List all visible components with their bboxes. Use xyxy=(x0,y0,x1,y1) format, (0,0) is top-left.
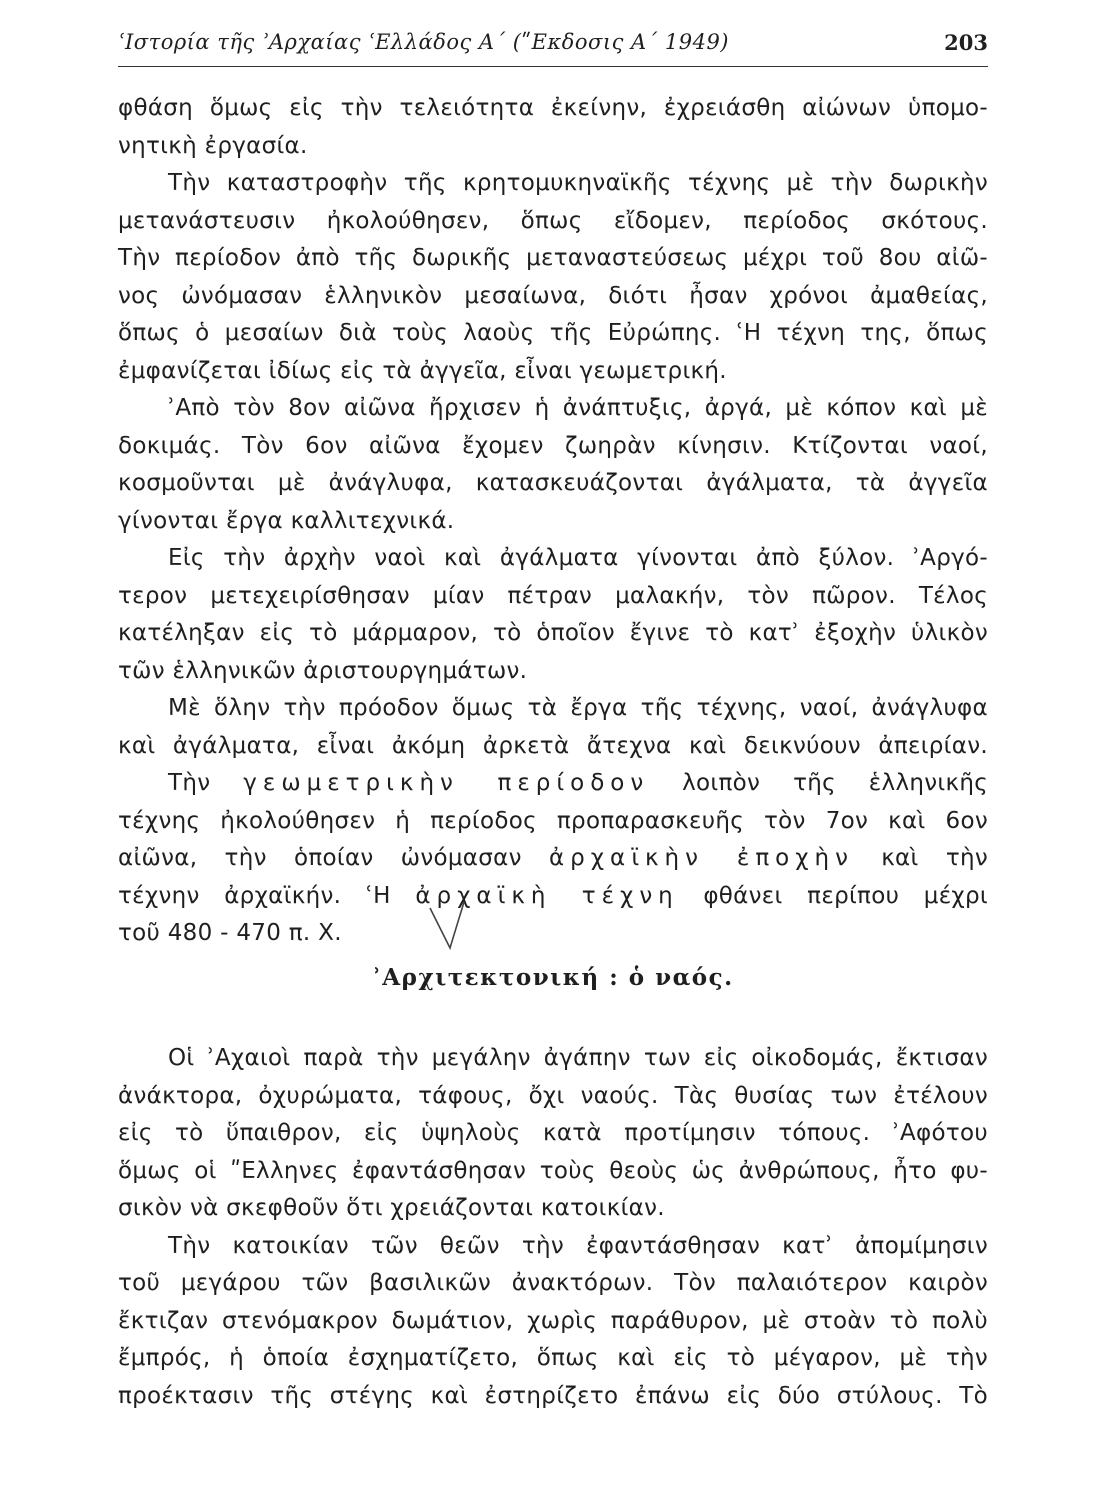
text-line: ἔκτιζαν στενόμακρον δωμάτιον, χωρὶς παράθυρον, μὲ στοὰν τὸ πολὺ xyxy=(118,1307,988,1334)
text-line: γίνονται ἔργα καλλιτεχνικά. xyxy=(118,507,455,534)
text-line: τῶν ἑλληνικῶν ἀριστουργημάτων. xyxy=(118,657,528,684)
text-line: νητικὴ ἐργασία. xyxy=(118,132,308,159)
text-line: ἔμπρός, ἡ ὁποία ἐσχηματίζετο, ὅπως καὶ εἰς τὸ μέγαρον, μὲ τὴν xyxy=(118,1345,988,1371)
text-span: Τὴν xyxy=(168,770,244,796)
text-line: δοκιμάς. Τὸν 6ον αἰῶνα ἔχομεν ζωηρὰν κίνησιν. Κτίζονται ναοί, xyxy=(118,432,988,459)
body-section-2 xyxy=(118,1040,988,1415)
spaced-term: ἀρχαϊκὴ τέχνη xyxy=(415,882,679,909)
spaced-term: γεωμετρικὴν περίοδον xyxy=(243,770,650,796)
text-line: Οἱ ʾΑχαιοὶ παρὰ τὴν μεγάλην ἀγάπην των εἰς οἰκοδομάς, ἔκτισαν xyxy=(168,1045,988,1071)
text-span: αἰῶνα, τὴν ὁποίαν ὠνόμασαν xyxy=(118,845,549,871)
text-line: τοῦ 480 - 470 π. Χ. xyxy=(118,920,342,946)
text-line: Τὴν κατοικίαν τῶν θεῶν τὴν ἐφαντάσθησαν κατʾ ἀπομίμησιν xyxy=(168,1232,988,1259)
running-header-title: ʿΙστορία τῆς ʾΑρχαίας ʿΕλλάδος Α΄ (ʺΕκδοσις Α΄ 1949) xyxy=(118,30,729,54)
pencil-checkmark-icon xyxy=(428,900,468,952)
text-span: φθάνει περίπου μέχρι xyxy=(678,882,988,909)
text-line: Τὴν περίοδον ἀπὸ τῆς δωρικῆς μεταναστεύσεως μέχρι τοῦ 8ου αἰῶ- xyxy=(118,245,988,271)
text-line: ἐμφανίζεται ἰδίως εἰς τὰ ἀγγεῖα, εἶναι γεωμετρική. xyxy=(118,357,727,384)
text-line: τέχνης ἠκολούθησεν ἡ περίοδος προπαρασκευῆς τὸν 7ον καὶ 6ον xyxy=(118,807,988,834)
text-line: Εἰς τὴν ἀρχὴν ναοὶ καὶ ἀγάλματα γίνονται ἀπὸ ξύλον. ʾΑργό- xyxy=(168,545,988,571)
text-span: τέχνην ἀρχαϊκήν. ʿΗ xyxy=(118,882,416,909)
text-line: ʾΑπὸ τὸν 8ον αἰῶνα ἤρχισεν ἡ ἀνάπτυξις, ἀργά, μὲ κόπον καὶ μὲ xyxy=(168,395,988,421)
text-line: ἀνάκτορα, ὀχυρώματα, τάφους, ὄχι ναούς. Τὰς θυσίας των ἐτέλουν xyxy=(118,1082,988,1109)
text-line-geometric xyxy=(118,765,988,803)
spaced-term: ἀρχαϊκὴν ἐποχὴν xyxy=(548,845,854,871)
text-line: τοῦ μεγάρου τῶν βασιλικῶν ἀνακτόρων. Τὸν παλαιότερον καιρὸν xyxy=(118,1270,988,1296)
text-line: κατέληξαν εἰς τὸ μάρμαρον, τὸ ὁποῖον ἔγινε τὸ κατʾ ἐξοχὴν ὑλικὸν xyxy=(118,620,988,646)
text-line: μετανάστευσιν ἠκολούθησεν, ὅπως εἴδομεν, περίοδος σκότους. xyxy=(118,207,988,234)
text-line-archaic xyxy=(118,840,988,878)
text-span: λοιπὸν τῆς ἑλληνικῆς xyxy=(649,770,988,796)
text-line: νος ὠνόμασαν ἑλληνικὸν μεσαίωνα, διότι ἦσαν χρόνοι ἀμαθείας, xyxy=(118,282,988,309)
running-header xyxy=(118,30,988,64)
body-section-1 xyxy=(118,90,988,953)
text-line: φθάση ὅμως εἰς τὴν τελειότητα ἐκείνην, ἐχρειάσθη αἰώνων ὑπομο- xyxy=(118,95,988,121)
header-rule xyxy=(118,66,988,67)
text-line: Μὲ ὅλην τὴν πρόοδον ὅμως τὰ ἔργα τῆς τέχνης, ναοί, ἀνάγλυφα xyxy=(168,695,988,721)
text-line: ὅμως οἱ ʺΕλληνες ἐφαντάσθησαν τοὺς θεοὺς ὡς ἀνθρώπους, ἦτο φυ- xyxy=(118,1157,988,1184)
text-line: ὅπως ὁ μεσαίων διὰ τοὺς λαοὺς τῆς Εὐρώπης. ʿΗ τέχνη της, ὅπως xyxy=(118,320,988,346)
text-line-archaic-art xyxy=(118,878,988,916)
text-line: τερον μετεχειρίσθησαν μίαν πέτραν μαλακήν, τὸν πῶρον. Τέλος xyxy=(118,582,988,609)
text-line: εἰς τὸ ὕπαιθρον, εἰς ὑψηλοὺς κατὰ προτίμησιν τόπους. ʾΑφότου xyxy=(118,1120,988,1146)
text-line: κοσμοῦνται μὲ ἀνάγλυφα, κατασκευάζονται ἀγάλματα, τὰ ἀγγεῖα xyxy=(118,470,988,496)
text-line: προέκτασιν τῆς στέγης καὶ ἐστηρίζετο ἐπάνω εἰς δύο στύλους. Τὸ xyxy=(118,1382,988,1409)
text-span: καὶ τὴν xyxy=(853,845,988,871)
page-number: 203 xyxy=(944,30,988,55)
text-line: Τὴν καταστροφὴν τῆς κρητομυκηναϊκῆς τέχνης μὲ τὴν δωρικὴν xyxy=(168,170,988,196)
text-line: σικὸν νὰ σκεφθοῦν ὅτι χρειάζονται κατοικίαν. xyxy=(118,1195,665,1221)
text-line: καὶ ἀγάλματα, εἶναι ἀκόμη ἀρκετὰ ἄτεχνα καὶ δεικνύουν ἀπειρίαν. xyxy=(118,732,988,759)
section-heading: ʾΑρχιτεκτονική : ὁ ναός. xyxy=(372,964,734,991)
